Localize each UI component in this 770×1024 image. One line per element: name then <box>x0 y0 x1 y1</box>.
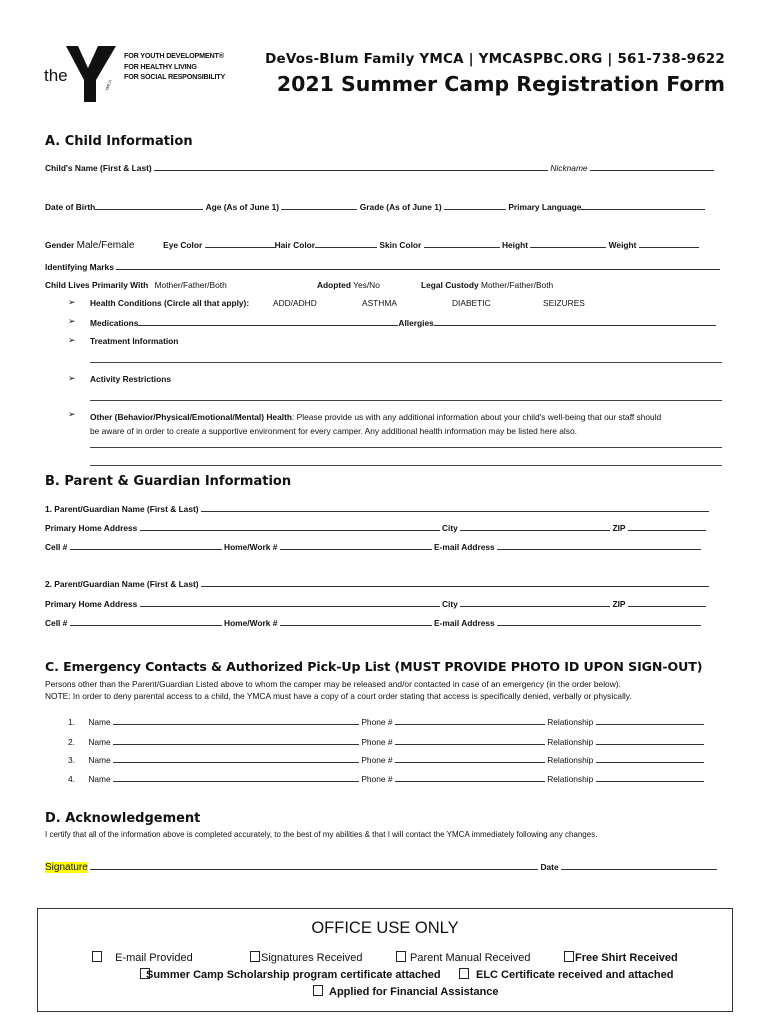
scholarship-label: Summer Camp Scholarship program certificate attached <box>146 969 441 981</box>
skin-color-field[interactable] <box>424 239 500 248</box>
marks-field[interactable] <box>116 261 720 270</box>
bullet-arrow-icon: ➢ <box>68 409 76 419</box>
bullet-arrow-icon: ➢ <box>68 335 76 345</box>
form-title: 2021 Summer Camp Registration Form <box>276 72 725 96</box>
parent1-homework-label: Home/Work # <box>224 542 278 552</box>
contact-row-3 <box>68 754 704 765</box>
parent1-homework-field[interactable] <box>280 541 432 550</box>
office-use-title: OFFICE USE ONLY <box>311 919 459 937</box>
contact-name-label: Name <box>88 755 111 765</box>
contact-relationship-label: Relationship <box>547 717 594 727</box>
grade-field[interactable] <box>444 201 506 210</box>
parent-manual-option[interactable] <box>396 951 530 964</box>
nickname-field[interactable] <box>590 162 714 171</box>
activity-label: Activity Restrictions <box>90 374 171 384</box>
other-health-text-2: be aware of in order to create a supportive environment for every camper. Any additional health information may be listed here also. <box>90 426 577 436</box>
height-label: Height <box>501 240 528 250</box>
adopted-options[interactable]: Yes/No <box>353 280 380 290</box>
contact-2-relationship-field[interactable] <box>596 736 704 745</box>
logo-the: the <box>44 66 68 85</box>
parent1-zip-field[interactable] <box>628 522 706 531</box>
eye-color-field[interactable] <box>205 239 275 248</box>
allergies-field[interactable] <box>434 317 716 326</box>
age-field[interactable] <box>281 201 357 210</box>
signatures-received-option[interactable] <box>250 951 363 964</box>
ymca-logo <box>44 46 234 104</box>
hair-color-label: Hair Color <box>274 240 316 250</box>
parent1-email-label: E-mail Address <box>434 542 495 552</box>
custody-group <box>421 280 553 290</box>
section-c-title: C. Emergency Contacts & Authorized Pick-Up List (MUST PROVIDE PHOTO ID UPON SIGN-OUT) <box>45 659 703 674</box>
health-option-diabetic[interactable]: DIABETIC <box>452 298 491 308</box>
contact-relationship-label: Relationship <box>547 774 594 784</box>
org-contact-line: DeVos-Blum Family YMCA | YMCASPBC.ORG | 561-738-9622 <box>265 51 725 67</box>
elc-option[interactable] <box>459 968 673 981</box>
lives-with-options[interactable]: Mother/Father/Both <box>154 280 227 290</box>
adopted-group <box>317 280 380 290</box>
contact-4-relationship-field[interactable] <box>596 773 704 782</box>
parent1-zip-label: ZIP <box>612 523 626 533</box>
parent2-homework-field[interactable] <box>280 617 432 626</box>
eye-color-label: Eye Color <box>163 240 203 250</box>
contact-relationship-label: Relationship <box>547 737 594 747</box>
contact-1-phone-field[interactable] <box>395 716 545 725</box>
parent2-cell-field[interactable] <box>70 617 222 626</box>
health-option-seizures[interactable]: SEIZURES <box>543 298 585 308</box>
contact-3-name-field[interactable] <box>113 754 359 763</box>
marks-row <box>45 261 720 272</box>
medications-label: Medications <box>90 318 139 328</box>
contact-name-label: Name <box>88 737 111 747</box>
parent1-name-field[interactable] <box>201 503 709 512</box>
parent2-email-field[interactable] <box>497 617 701 626</box>
medications-row <box>90 317 716 328</box>
other-health-field-2[interactable] <box>90 465 722 466</box>
contact-4-name-field[interactable] <box>113 773 359 782</box>
logo-tagline-1: FOR YOUTH DEVELOPMENT® <box>124 51 224 60</box>
bullet-arrow-icon: ➢ <box>68 297 76 307</box>
ymca-y-mark-icon <box>66 46 116 104</box>
section-b-title: B. Parent & Guardian Information <box>45 474 292 489</box>
parent1-city-label: City <box>441 523 458 533</box>
parent-manual-checkbox[interactable] <box>396 951 406 962</box>
elc-label: ELC Certificate received and attached <box>476 969 674 981</box>
skin-color-label: Skin Color <box>379 240 422 250</box>
parent2-name-field[interactable] <box>201 578 709 587</box>
parent-manual-label: Parent Manual Received <box>410 952 531 964</box>
contact-phone-label: Phone # <box>361 755 393 765</box>
language-label: Primary Language <box>508 202 582 212</box>
activity-field[interactable] <box>90 400 722 401</box>
weight-label: Weight <box>608 240 637 250</box>
parent2-homework-label: Home/Work # <box>224 618 278 628</box>
contact-row-1 <box>68 716 704 727</box>
section-c-text-2: NOTE: In order to deny parental access to a child, the YMCA must have a copy of a court order stating that access is specifically denied, verbally or physically. <box>45 691 632 701</box>
parent1-address-label: Primary Home Address <box>45 523 138 533</box>
contact-2-name-field[interactable] <box>113 736 359 745</box>
hair-color-field[interactable] <box>315 239 377 248</box>
email-provided-option[interactable] <box>92 951 193 964</box>
contact-row-4 <box>68 773 704 784</box>
contact-3-relationship-field[interactable] <box>596 754 704 763</box>
signatures-received-checkbox[interactable] <box>250 951 260 962</box>
weight-field[interactable] <box>639 239 699 248</box>
health-conditions-row <box>90 298 249 308</box>
child-name-field[interactable] <box>154 162 548 171</box>
parent2-cell-label: Cell # <box>45 618 68 628</box>
parent1-cell-field[interactable] <box>70 541 222 550</box>
contact-phone-label: Phone # <box>361 717 393 727</box>
dob-row <box>45 201 705 212</box>
office-use-box <box>37 908 733 1012</box>
logo-tagline-3: FOR SOCIAL RESPONSIBILITY <box>124 72 226 81</box>
financial-assistance-label: Applied for Financial Assistance <box>329 986 499 998</box>
treatment-field[interactable] <box>90 362 722 363</box>
parent2-email-label: E-mail Address <box>434 618 495 628</box>
date-field[interactable] <box>561 861 717 870</box>
contact-name-label: Name <box>88 717 111 727</box>
contact-number: 2. <box>68 737 75 747</box>
parent2-phone-row <box>45 617 701 628</box>
contact-relationship-label: Relationship <box>547 755 594 765</box>
bullet-arrow-icon: ➢ <box>68 316 76 326</box>
allergies-label: Allergies <box>398 318 434 328</box>
contact-2-phone-field[interactable] <box>395 736 545 745</box>
free-shirt-option[interactable] <box>564 951 678 964</box>
acknowledgement-text: I certify that all of the information above is completed accurately, to the best of my abilities & that I will contact the YMCA immediately following any changes. <box>45 830 598 839</box>
elc-checkbox[interactable] <box>459 968 469 979</box>
parent1-address-row <box>45 522 706 533</box>
contact-row-2 <box>68 736 704 747</box>
dob-label: Date of Birth <box>45 202 96 212</box>
other-health-text-1: : Please provide us with any additional information about your child's well-being that our staff should <box>291 412 662 422</box>
email-provided-checkbox[interactable] <box>92 951 102 962</box>
free-shirt-checkbox[interactable] <box>564 951 574 962</box>
dob-field[interactable] <box>95 201 203 210</box>
section-c-text-1: Persons other than the Parent/Guardian Listed above to whom the camper may be released and/or contacted in case of an emergency (in the order below). <box>45 679 621 689</box>
parent1-email-field[interactable] <box>497 541 701 550</box>
contact-number: 4. <box>68 774 75 784</box>
contact-phone-label: Phone # <box>361 737 393 747</box>
health-option-asthma[interactable]: ASTHMA <box>362 298 397 308</box>
child-name-label: Child's Name (First & Last) <box>45 163 152 173</box>
parent2-address-label: Primary Home Address <box>45 599 138 609</box>
other-health-text <box>90 410 661 438</box>
gender-options[interactable]: Male/Female <box>76 240 135 251</box>
logo-taglines <box>124 51 225 83</box>
parent2-name-row <box>45 578 709 589</box>
marks-label: Identifying Marks <box>45 262 114 272</box>
contact-name-label: Name <box>88 774 111 784</box>
custody-options[interactable]: Mother/Father/Both <box>481 280 554 290</box>
parent2-address-field[interactable] <box>140 598 440 607</box>
contact-4-phone-field[interactable] <box>395 773 545 782</box>
lives-with-row <box>45 280 227 290</box>
lives-with-label: Child Lives Primarily With <box>45 280 149 290</box>
bullet-arrow-icon: ➢ <box>68 373 76 383</box>
parent2-city-field[interactable] <box>460 598 610 607</box>
signature-row <box>45 861 717 873</box>
adopted-label: Adopted <box>317 280 351 290</box>
child-name-row <box>45 162 714 173</box>
parent2-city-label: City <box>441 599 458 609</box>
parent1-phone-row <box>45 541 701 552</box>
parent1-name-row <box>45 503 709 514</box>
parent1-address-field[interactable] <box>140 522 440 531</box>
parent1-city-field[interactable] <box>460 522 610 531</box>
other-health-label: Other (Behavior/Physical/Emotional/Mental) Health <box>90 412 292 422</box>
height-field[interactable] <box>530 239 606 248</box>
contact-number: 3. <box>68 755 75 765</box>
scholarship-option[interactable] <box>140 968 441 981</box>
signatures-received-label: Signatures Received <box>261 952 363 964</box>
health-conditions-label: Health Conditions (Circle all that apply): <box>90 298 250 308</box>
other-health-field-1[interactable] <box>90 447 722 448</box>
age-label: Age (As of June 1) <box>205 202 280 212</box>
parent2-address-row <box>45 598 706 609</box>
parent2-zip-field[interactable] <box>628 598 706 607</box>
treatment-label: Treatment Information <box>90 336 179 346</box>
parent1-name-label: 1. Parent/Guardian Name (First & Last) <box>45 504 199 514</box>
contact-3-phone-field[interactable] <box>395 754 545 763</box>
custody-label: Legal Custody <box>421 280 479 290</box>
free-shirt-label: Free Shirt Received <box>575 952 678 964</box>
date-label: Date <box>540 862 559 872</box>
section-a-title: A. Child Information <box>45 134 193 149</box>
language-field[interactable] <box>581 201 705 210</box>
parent2-zip-label: ZIP <box>612 599 626 609</box>
gender-label: Gender <box>45 240 75 250</box>
grade-label: Grade (As of June 1) <box>359 202 442 212</box>
signature-field[interactable] <box>90 861 538 870</box>
physical-row <box>45 239 699 251</box>
contact-phone-label: Phone # <box>361 774 393 784</box>
financial-assistance-checkbox[interactable] <box>313 985 323 996</box>
contact-1-name-field[interactable] <box>113 716 359 725</box>
parent1-cell-label: Cell # <box>45 542 68 552</box>
logo-tagline-2: FOR HEALTHY LIVING <box>124 61 197 71</box>
signature-label: Signature <box>45 862 88 873</box>
contact-1-relationship-field[interactable] <box>596 716 704 725</box>
email-provided-label: E-mail Provided <box>115 952 193 964</box>
health-option-add[interactable]: ADD/ADHD <box>273 298 317 308</box>
parent2-name-label: 2. Parent/Guardian Name (First & Last) <box>45 579 199 589</box>
section-d-title: D. Acknowledgement <box>45 811 201 826</box>
logo-ymca-small: YMCA <box>104 79 113 92</box>
financial-assistance-option[interactable] <box>313 985 499 998</box>
medications-field[interactable] <box>138 317 398 326</box>
contact-number: 1. <box>68 717 75 727</box>
nickname-label: Nickname <box>550 163 588 173</box>
